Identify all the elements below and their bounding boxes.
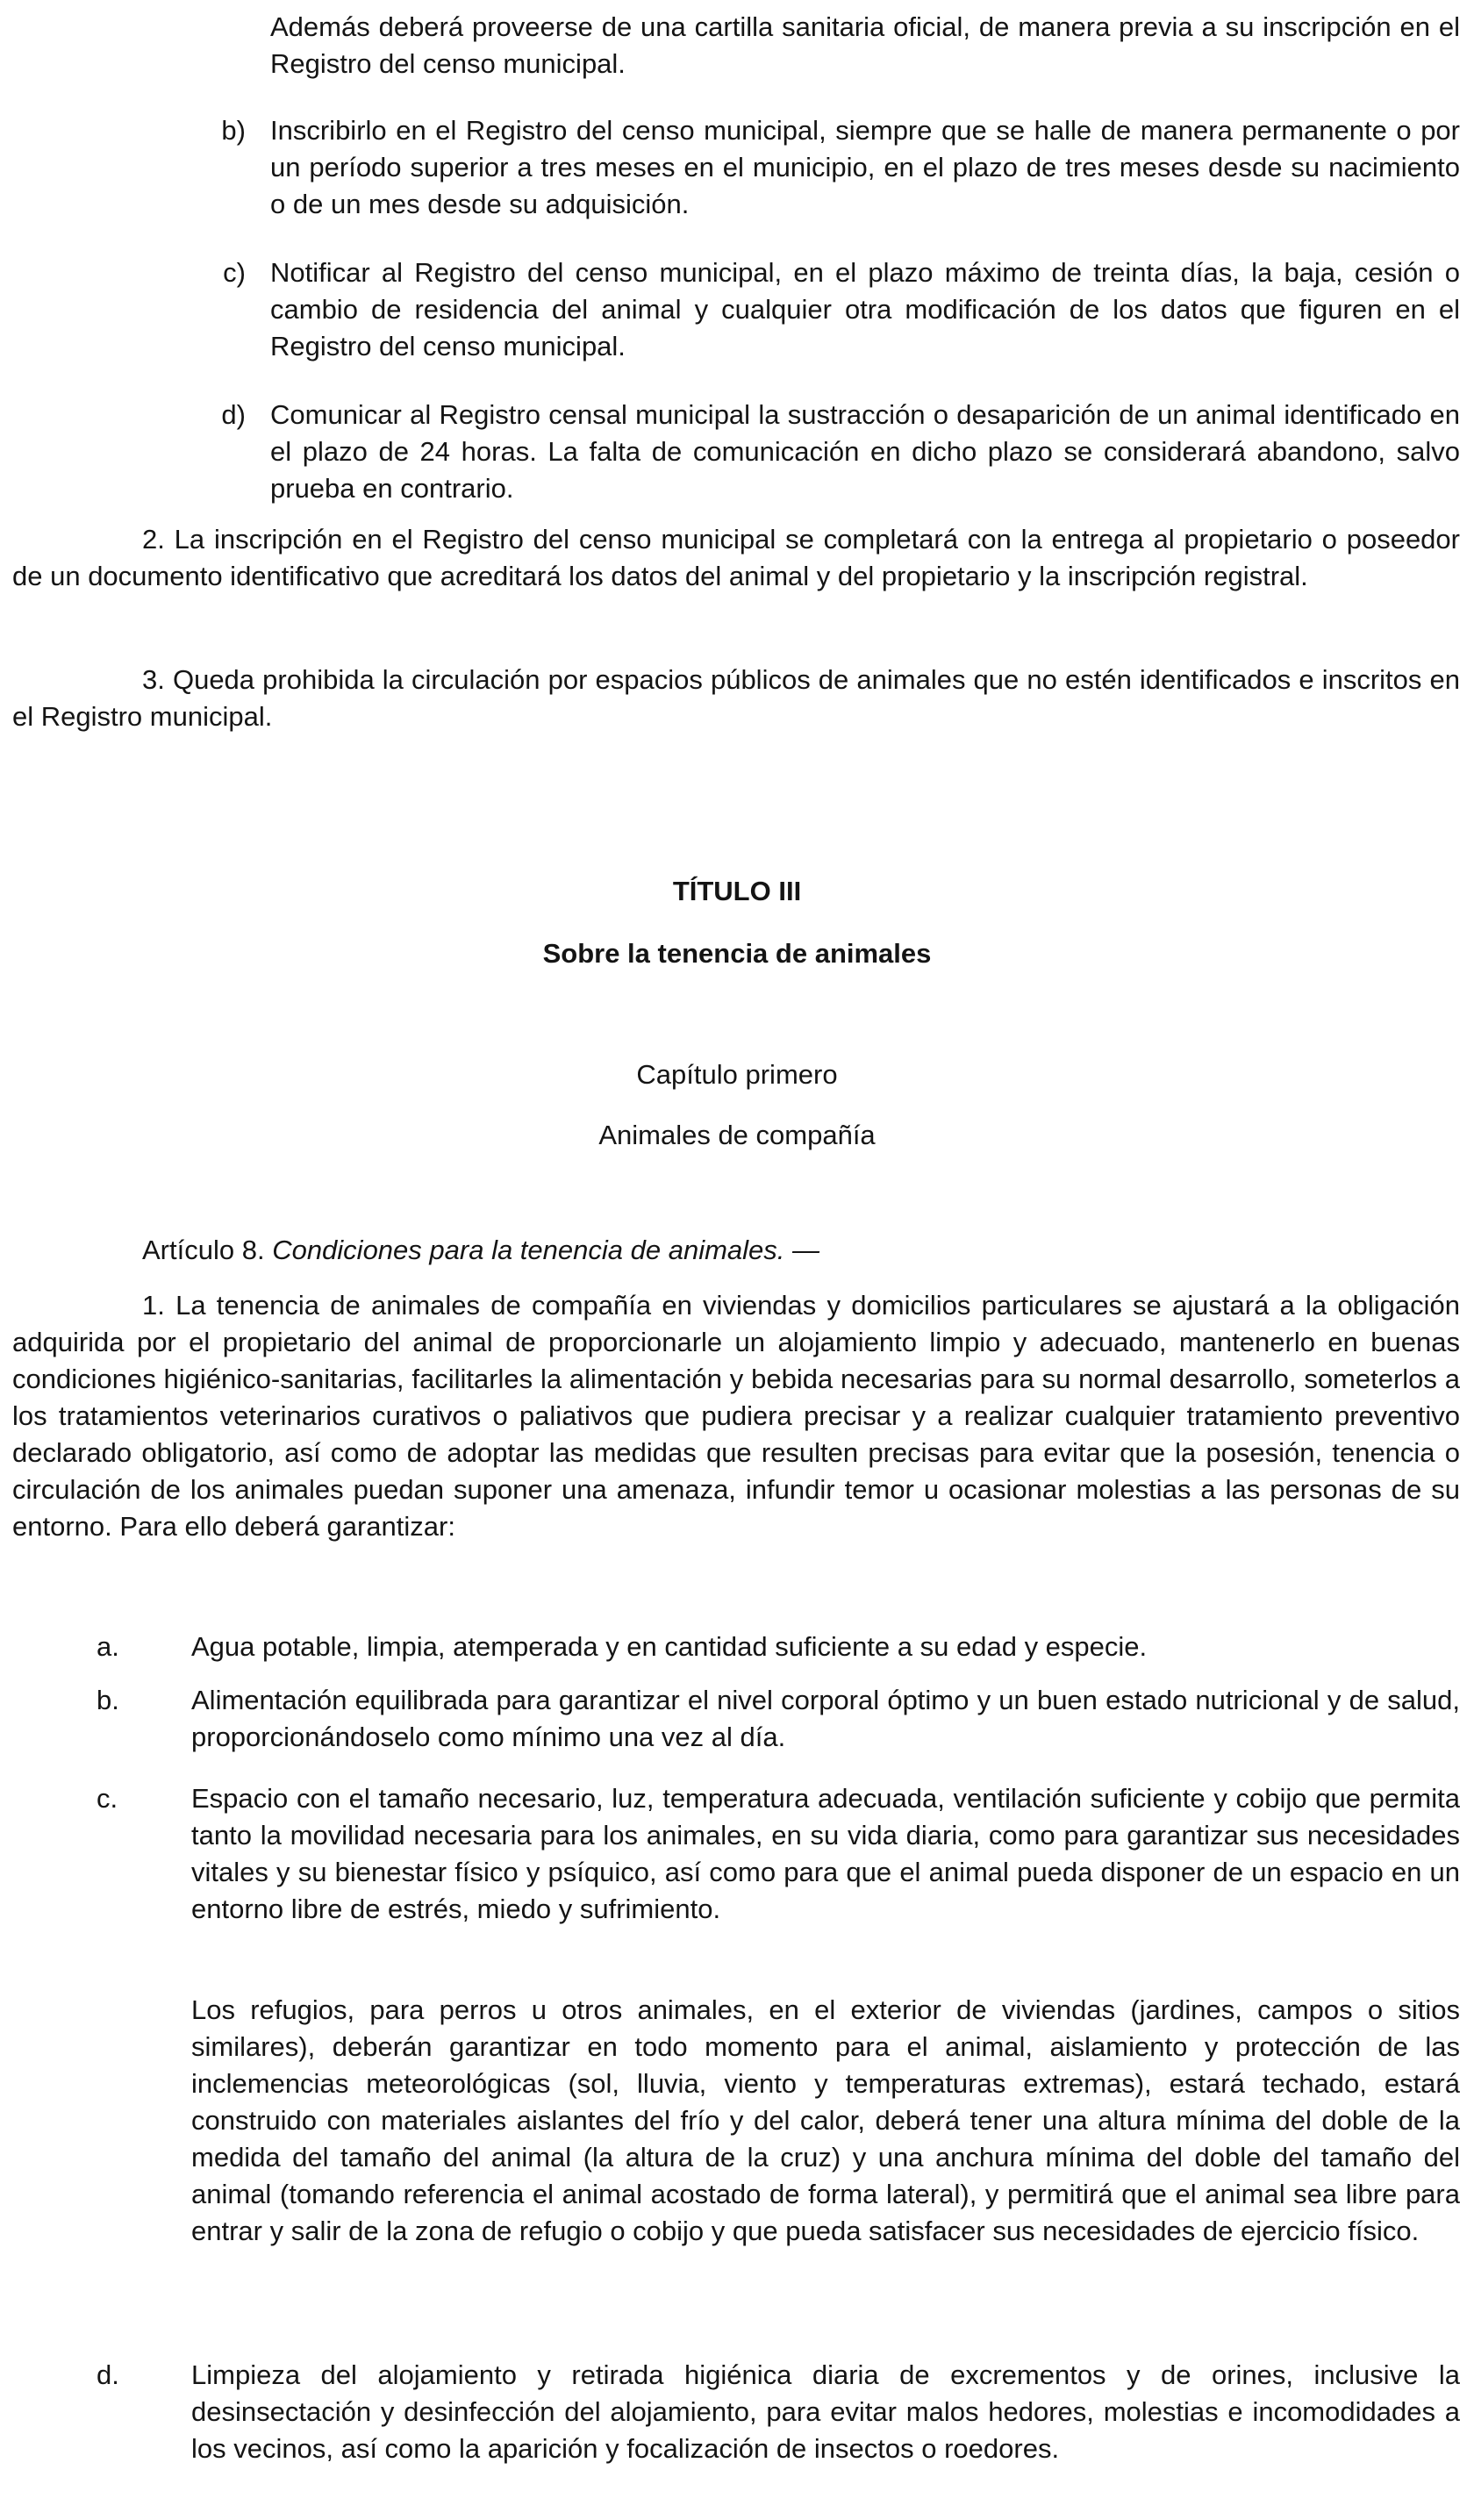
title-heading: TÍTULO III [672, 876, 802, 906]
list-item-text: Alimentación equilibrada para garantizar el nivel corporal óptimo y un buen estado nutricional y de salud, proporcionándoselo como mínimo una vez al día. [191, 1685, 1460, 1752]
list-item-text: Agua potable, limpia, atemperada y en cantidad suficiente a su edad y especie. [191, 1631, 1148, 1662]
article-number: Artículo 8. [142, 1235, 265, 1265]
list-item-text: Limpieza del alojamiento y retirada higiénica diaria de excrementos y de orines, inclusive la desinsectación y desinfección del alojamiento, para evitar malos hedores, molestias e incomodidades a los vecinos, así como la aparición y focalización de insectos o roedores. [191, 2359, 1460, 2464]
list-item-label: d) [221, 399, 246, 430]
list-item-text: Notificar al Registro del censo municipal, en el plazo máximo de treinta días, la baja, cesión o cambio de residencia del animal y cualquier otra modificación de los datos que figuren en el Registro del censo municipal. [270, 257, 1460, 362]
list-item-label: b) [221, 115, 246, 146]
paragraph-3: 3. Queda prohibida la circulación por espacios públicos de animales que no estén identificados e inscritos en el Registro municipal. [12, 664, 1460, 732]
article-paragraph-1: 1. La tenencia de animales de compañía en viviendas y domicilios particulares se ajustará a la obligación adquirida por el propietario del animal de proporcionarle un alojamiento limpio y adecuado, mantenerlo en buenas condiciones higiénico-sanitarias, facilitarles la alimentación y bebida necesarias para su normal desarrollo, someterlos a los tratamientos veterinarios curativos o paliativos que pudiera precisar y a realizar cualquier tratamiento preventivo declarado obligatorio, así como de adoptar las medidas que resulten precisas para evitar que la posesión, tenencia o circulación de los animales puedan suponer una amenaza, infundir temor u ocasionar molestias a las personas de su entorno. Para ello deberá garantizar: [12, 1290, 1460, 1542]
continuation-paragraph: Además deberá proveerse de una cartilla sanitaria oficial, de manera previa a su inscripción en el Registro del censo municipal. [270, 11, 1460, 79]
chapter-subtitle: Animales de compañía [598, 1120, 876, 1150]
paragraph-2: 2. La inscripción en el Registro del censo municipal se completará con la entrega al propietario o poseedor de un documento identificativo que acreditará los datos del animal y del propietario y la inscripción registral. [12, 524, 1460, 591]
list-item-text: Inscribirlo en el Registro del censo municipal, siempre que se halle de manera permanente o por un período superior a tres meses en el municipio, en el plazo de tres meses desde su nacimiento o de un mes desde su adquisición. [270, 115, 1460, 219]
list-item-label: c. [97, 1783, 118, 1814]
list-item-text: Espacio con el tamaño necesario, luz, temperatura adecuada, ventilación suficiente y cobijo que permita tanto la movilidad necesaria para los animales, en su vida diaria, como para garantizar sus necesidades vitales y su bienestar físico y psíquico, así como para que el animal pueda disponer de un espacio en un entorno libre de estrés, miedo y sufrimiento. [191, 1783, 1460, 1924]
list-item-label: c) [223, 257, 246, 288]
chapter-heading: Capítulo primero [636, 1059, 838, 1090]
list-item-label: b. [97, 1685, 119, 1715]
title-subtitle: Sobre la tenencia de animales [542, 938, 932, 969]
list-item-text: Comunicar al Registro censal municipal la sustracción o desaparición de un animal identificado en el plazo de 24 horas. La falta de comunicación en dicho plazo se considerará abandono, salvo prueba en contrario. [270, 399, 1460, 504]
list-item-continuation: Los refugios, para perros u otros animales, en el exterior de viviendas (jardines, campos o sitios similares), deberán garantizar en todo momento para el animal, aislamiento y protección de las inclemencias meteorológicas (sol, lluvia, viento y temperaturas extremas), estará techado, estará construido con materiales aislantes del frío y del calor, deberá tener una altura mínima del doble de la medida del tamaño del animal (la altura de la cruz) y una anchura mínima del doble del tamaño del animal (tomando referencia el animal acostado de forma lateral), y permitirá que el animal sea libre para entrar y salir de la zona de refugio o cobijo y que pueda satisfacer sus necesidades de ejercicio físico. [191, 1994, 1460, 2246]
list-item-label: d. [97, 2359, 119, 2390]
article-title: Condiciones para la tenencia de animales. — [272, 1235, 820, 1265]
article-heading [142, 1232, 1458, 1269]
list-item-label: a. [97, 1631, 119, 1662]
